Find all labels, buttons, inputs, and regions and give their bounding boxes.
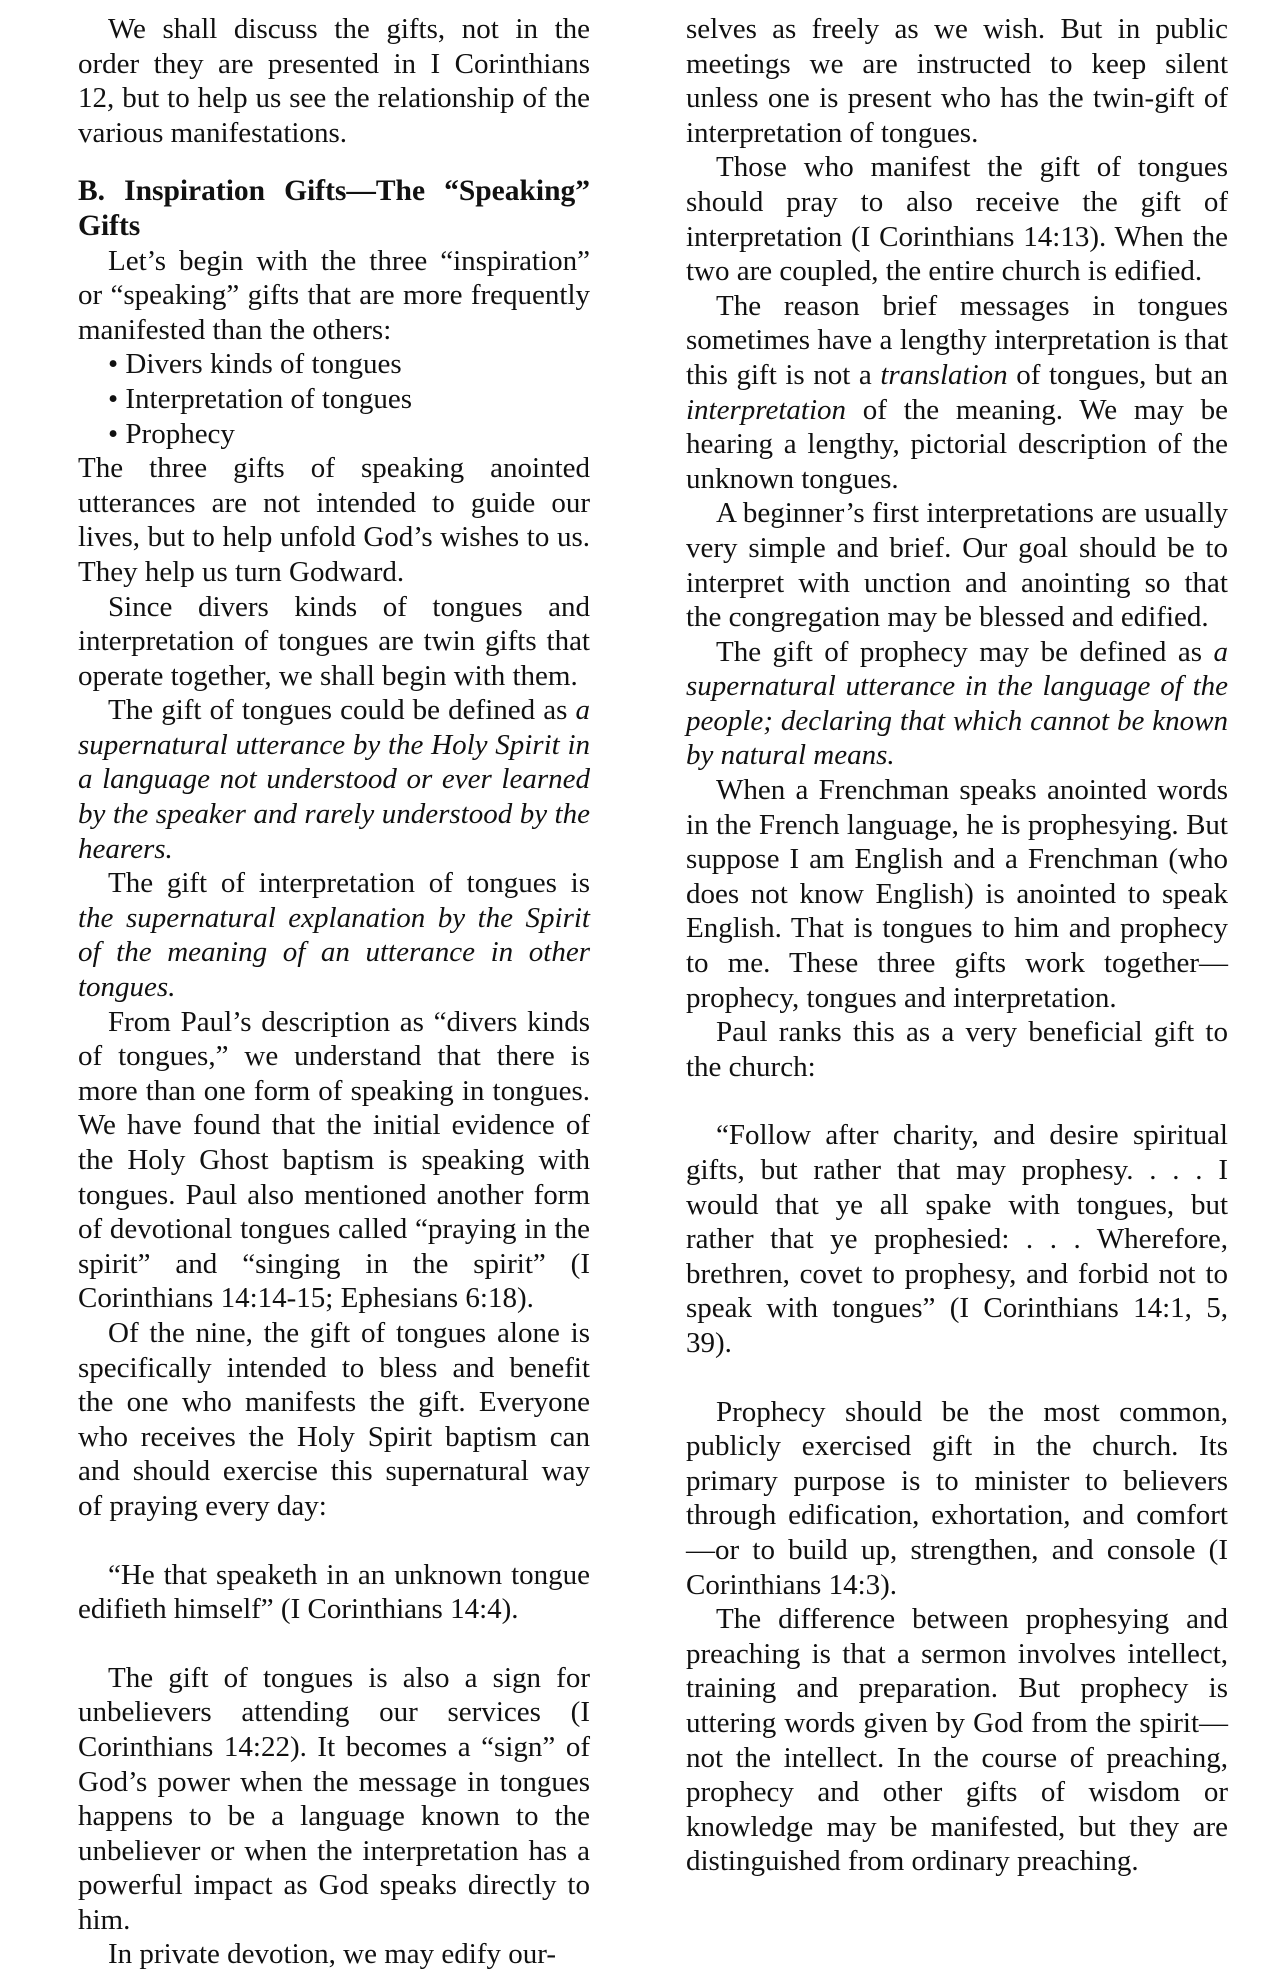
private-devotion-paragraph: In private devotion, we may edify our- bbox=[108, 1938, 556, 1971]
left-column bbox=[78, 12, 590, 1972]
ranks-paragraph: Paul ranks this as a very beneficial gift to the church: bbox=[686, 1016, 1228, 1083]
three-gifts-paragraph: The three gifts of speaking anointed utterances are not intended to guide our lives, but to help unfold God’s wishes to us. They help us turn Godward. bbox=[78, 452, 590, 588]
reason-text-a: The reason brief messages in tongues sometimes have a lengthy interpretation is that this gift is not a bbox=[686, 289, 1228, 391]
bullet-item: • Interpretation of tongues bbox=[108, 382, 413, 415]
difference-paragraph: The difference between prophesying and preaching is that a sermon involves intellect, training and preparation. But prophecy is uttering words given by God from the spirit—not the intellect. In the course of preaching, prophecy and other gifts of wisdom or knowledge may be manifested, but they are distinguished from ordinary preaching. bbox=[686, 1603, 1228, 1878]
reason-paragraph bbox=[686, 289, 1228, 497]
nine-gifts-paragraph: Of the nine, the gift of tongues alone is specifically intended to bless and benefit the one who manifests the gift. Everyone who receives the Holy Spirit baptism can and should exercise this supernatural way of praying every day: bbox=[78, 1316, 590, 1522]
tongues-definition-paragraph bbox=[78, 693, 590, 866]
bullet-item: • Prophecy bbox=[108, 417, 235, 450]
beginner-paragraph: A beginner’s first interpretations are usually very simple and brief. Our goal should be to interpret with unction and anointing so that the congregation may be blessed and edified. bbox=[686, 497, 1228, 634]
reason-text-c: of tongues, but an bbox=[1007, 358, 1228, 391]
continued-paragraph: selves as freely as we wish. But in public meetings we are instructed to keep silent unless one is present who has the twin-gift of interpretation of tongues. bbox=[686, 13, 1228, 149]
right-column bbox=[686, 12, 1228, 1879]
scripture-quote: “Follow after charity, and desire spiritual gifts, but rather that may prophesy. . . . I would that ye all spake with tongues, but rather that ye prophesied: . . . Wherefore, brethren, covet to prophesy, and forbid not to speak with tongues” (I Corinthians 14:1, 5, 39). bbox=[686, 1119, 1228, 1359]
tongues-definition: a supernatural utterance by the Holy Spirit in a language not understood or ever learned by the speaker and rarely understood by the hearers. bbox=[78, 694, 590, 865]
reason-emphasis-translation: translation bbox=[880, 358, 1008, 391]
intro-paragraph: We shall discuss the gifts, not in the order they are presented in I Corinthians 12, but to help us see the relationship of the various manifestations. bbox=[78, 13, 590, 149]
paul-description-paragraph: From Paul’s description as “divers kinds of tongues,” we understand that there is more than one form of speaking in tongues. We have found that the initial evidence of the Holy Ghost baptism is speaking with tongues. Paul also mentioned another form of devotional tongues called “praying in the spirit” and “singing in the spirit” (I Corinthians 14:14-15; Ephesians 6:18). bbox=[78, 1005, 590, 1315]
section-heading: B. Inspiration Gifts—The “Speaking” Gifts bbox=[78, 175, 590, 242]
tongues-lead-text: The gift of tongues could be defined as bbox=[108, 694, 576, 727]
interpretation-lead-text: The gift of interpretation of tongues is bbox=[108, 867, 590, 900]
prophecy-lead-text: The gift of prophecy may be defined as bbox=[716, 635, 1214, 668]
prophecy-definition: a supernatural utterance in the language of the people; declaring that which cannot be known by natural means. bbox=[686, 635, 1228, 772]
frenchman-paragraph: When a Frenchman speaks anointed words in the French language, he is prophesying. But suppose I am English and a Frenchman (who does not know English) is anointed to speak English. That is tongues to him and prophecy to me. These three gifts work together—prophecy, tongues and interpretation. bbox=[686, 774, 1228, 1014]
those-paragraph: Those who manifest the gift of tongues should pray to also receive the gift of interpretation (I Corinthians 14:13). When the two are coupled, the entire church is edified. bbox=[686, 151, 1228, 288]
common-paragraph: Prophecy should be the most common, publicly exercised gift in the church. Its primary purpose is to minister to believers through edification, exhortation, and comfort—or to build up, strengthen, and console (I Corinthians 14:3). bbox=[686, 1395, 1228, 1601]
interpretation-definition-paragraph bbox=[78, 866, 590, 1004]
scripture-quote: “He that speaketh in an unknown tongue edifieth himself” (I Corinthians 14:4). bbox=[78, 1558, 590, 1626]
reason-emphasis-interpretation: interpretation bbox=[686, 393, 847, 426]
since-paragraph: Since divers kinds of tongues and interpretation of tongues are twin gifts that operate together, we shall begin with them. bbox=[78, 590, 590, 692]
begin-paragraph: Let’s begin with the three “inspiration” or “speaking” gifts that are more frequently manifested than the others: bbox=[78, 244, 590, 346]
reason-text-e: of the meaning. We may be hearing a lengthy, pictorial description of the unknown tongues. bbox=[686, 393, 1228, 495]
interpretation-definition: the supernatural explanation by the Spirit of the meaning of an utterance in other tongues. bbox=[78, 901, 590, 1004]
sign-paragraph: The gift of tongues is also a sign for unbelievers attending our services (I Corinthians 14:22). It becomes a “sign” of God’s power when the message in tongues happens to be a language known to the unbeliever or when the interpretation has a powerful impact as God speaks directly to him. bbox=[78, 1661, 590, 1936]
prophecy-definition-paragraph bbox=[686, 635, 1228, 773]
bullet-item: • Divers kinds of tongues bbox=[108, 348, 402, 381]
